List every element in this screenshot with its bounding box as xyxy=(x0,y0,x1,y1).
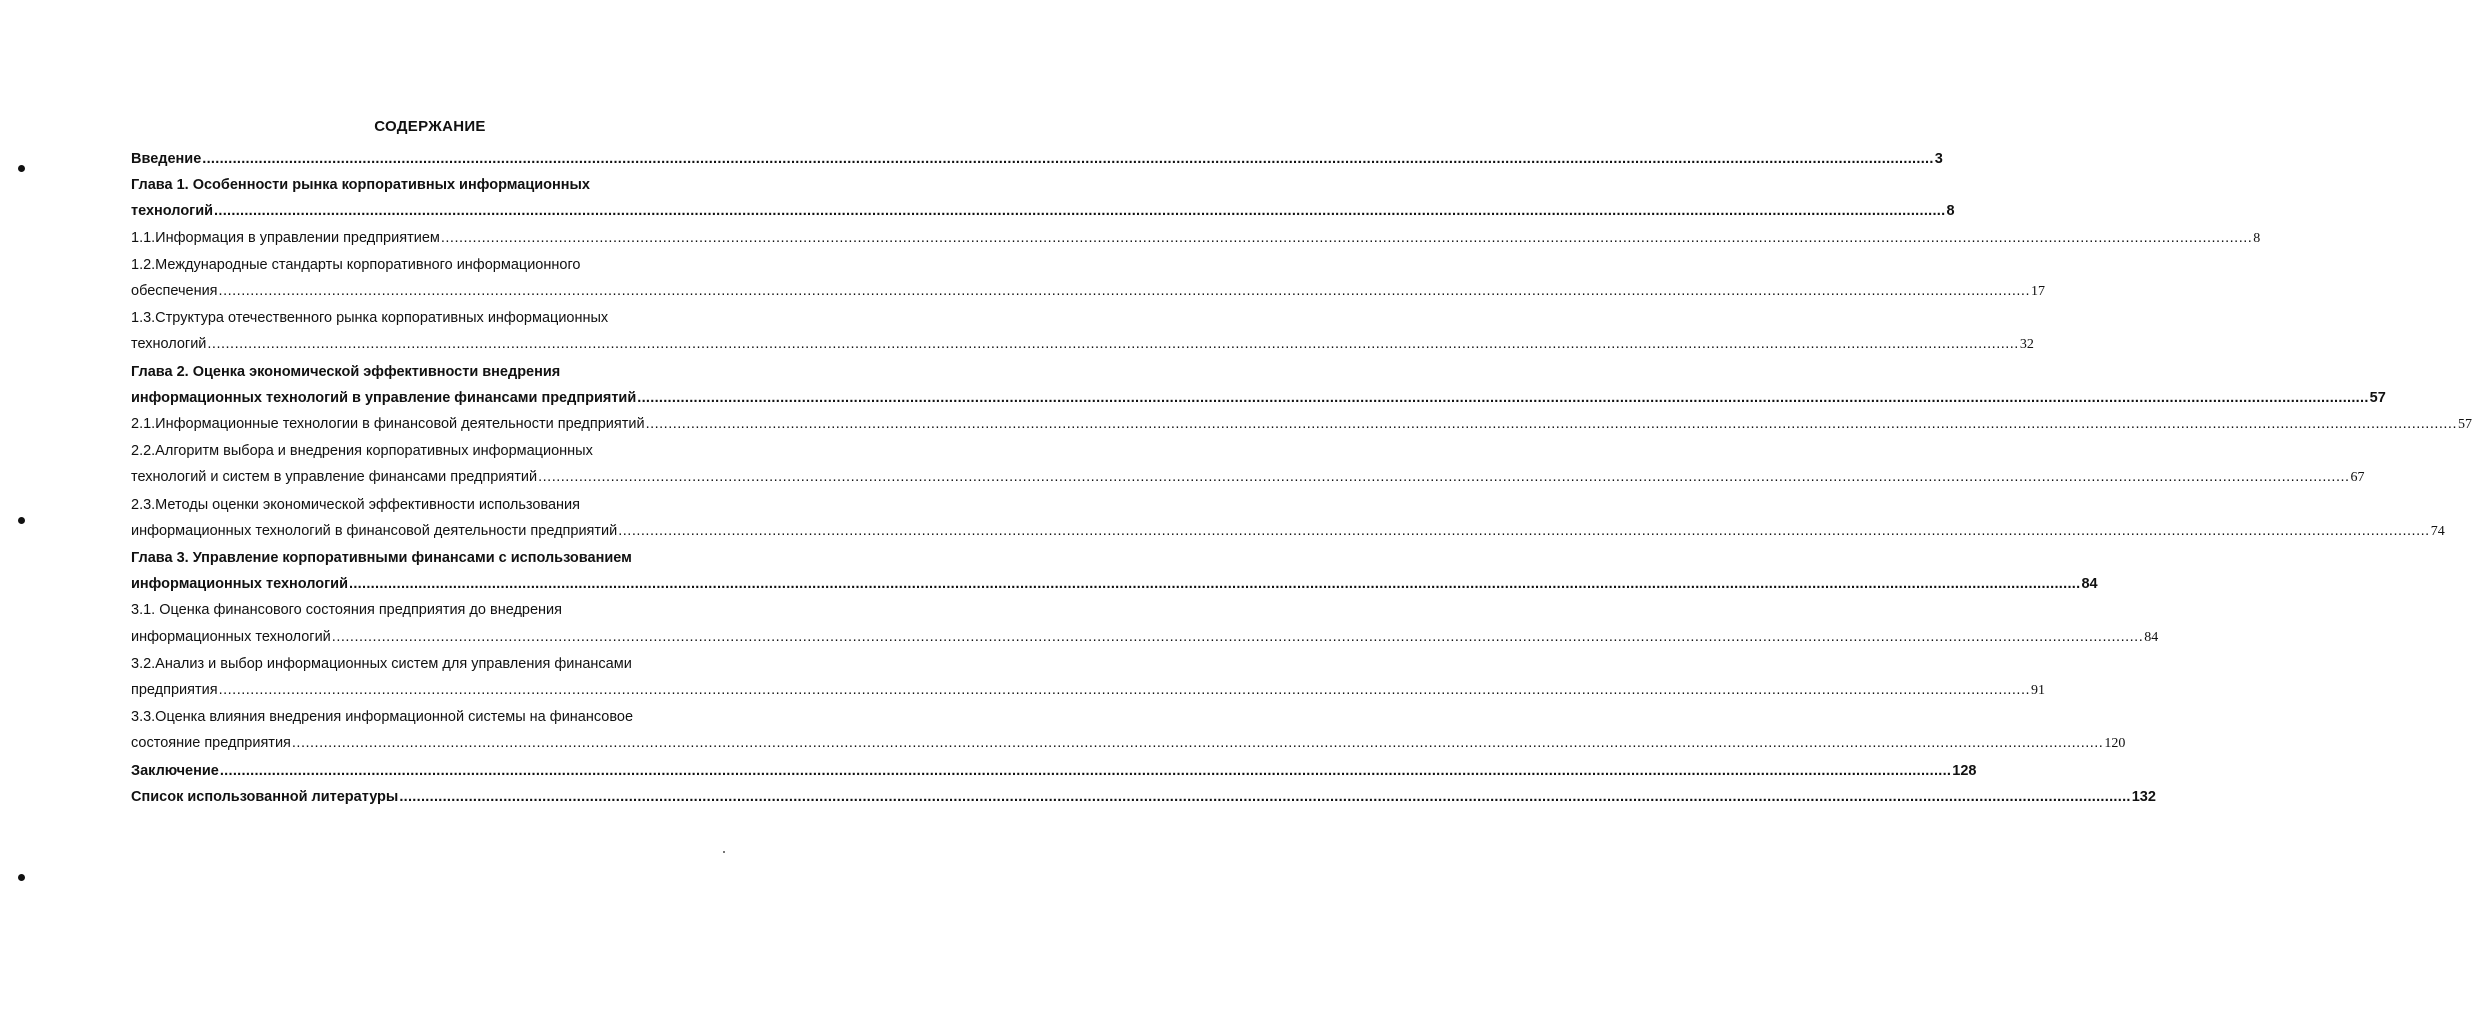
toc-entry[interactable] xyxy=(131,359,2386,411)
toc-page-number: 67 xyxy=(2350,470,2365,486)
toc-page-number: 84 xyxy=(2144,629,2159,645)
toc-entry-line-last xyxy=(131,784,2156,810)
toc-page-number: 8 xyxy=(2253,230,2261,246)
toc-page-number: 74 xyxy=(2430,523,2445,539)
toc-entry-text: 2.3.Методы оценки экономической эффективности использования xyxy=(131,496,581,513)
toc-entry-text: обеспечения xyxy=(131,283,218,300)
toc-entry-line xyxy=(131,305,731,331)
dot-leader: ................................................................................................................................................................................................................................................................................................................................................................................................................ xyxy=(349,576,2081,593)
dot-leader: ................................................................................................................................................................................................................................................................................................................................................................................................................ xyxy=(618,522,2430,539)
toc-entry-text: технологий xyxy=(131,336,207,353)
toc-entry[interactable] xyxy=(131,545,2098,597)
toc-entry-text: информационных технологий в финансовой деятельности предприятий xyxy=(131,522,618,539)
toc-entry-line-last xyxy=(131,331,2034,358)
toc-entry[interactable] xyxy=(131,492,2445,545)
toc-entry-line xyxy=(131,438,731,464)
toc-entry-text: 1.3.Структура отечественного рынка корпоративных информационных xyxy=(131,310,609,327)
toc-entry-line xyxy=(131,597,731,623)
toc-entry-line-last xyxy=(131,677,2046,704)
page-title: СОДЕРЖАНИЕ xyxy=(374,118,486,135)
toc-entry-line-last xyxy=(131,464,2365,491)
toc-entry-line xyxy=(131,492,731,518)
toc-entry[interactable] xyxy=(131,225,2261,252)
toc-entry-line-last xyxy=(131,385,2386,411)
toc-page-number: 57 xyxy=(2458,417,2472,433)
toc-entry-text: состояние предприятия xyxy=(131,735,291,752)
toc-entry-line xyxy=(131,359,731,385)
toc-entry-line-last xyxy=(131,624,2159,651)
toc-entry-text: 2.1.Информационные технологии в финансовой деятельности предприятий xyxy=(131,416,645,433)
toc-entry[interactable] xyxy=(131,411,2472,438)
toc-entry-text: 3.1. Оценка финансового состояния предприятия до внедрения xyxy=(131,602,562,619)
toc-page-number: 3 xyxy=(1934,151,1943,167)
dot-leader: ................................................................................................................................................................................................................................................................................................................................................................................................................ xyxy=(218,283,2030,300)
toc-page-number: 91 xyxy=(2031,683,2046,699)
toc-entry-line-last xyxy=(131,758,1977,784)
toc-entry-line-last xyxy=(131,198,1955,224)
toc-entry-line xyxy=(131,651,731,677)
toc-entry[interactable] xyxy=(131,438,2365,491)
toc-entry[interactable] xyxy=(131,305,2034,358)
toc-page-number: 120 xyxy=(2104,736,2126,752)
dot-leader: ................................................................................................................................................................................................................................................................................................................................................................................................................ xyxy=(291,735,2104,752)
toc-entry-line-last xyxy=(131,278,2045,305)
binder-hole-middle xyxy=(18,517,25,524)
toc-entry[interactable] xyxy=(131,597,2159,650)
toc-entry-line-last xyxy=(131,730,2126,757)
toc-entry-line xyxy=(131,545,731,571)
dot-leader: ................................................................................................................................................................................................................................................................................................................................................................................................................ xyxy=(538,469,2350,486)
toc-entry[interactable] xyxy=(131,146,1943,172)
dot-leader: ................................................................................................................................................................................................................................................................................................................................................................................................................ xyxy=(440,229,2253,246)
dot-leader: ................................................................................................................................................................................................................................................................................................................................................................................................................ xyxy=(637,389,2369,406)
toc-entry-text: Глава 3. Управление корпоративными финансами с использованием xyxy=(131,550,632,567)
toc-entry-line-last xyxy=(131,225,2261,252)
toc-entry-line xyxy=(131,704,731,730)
toc-entry[interactable] xyxy=(131,252,2045,305)
toc-entry-text: Глава 1. Особенности рынка корпоративных информационных xyxy=(131,177,590,194)
toc-entry-text: 3.2.Анализ и выбор информационных систем для управления финансами xyxy=(131,655,632,672)
toc-entry-text: Заключение xyxy=(131,762,219,779)
toc-entry-text: Глава 2. Оценка экономической эффективности внедрения xyxy=(131,363,561,380)
toc-entry[interactable] xyxy=(131,758,1977,784)
dot-leader: ................................................................................................................................................................................................................................................................................................................................................................................................................ xyxy=(207,336,2019,353)
table-of-contents xyxy=(131,146,2472,810)
scan-speck xyxy=(723,851,725,853)
toc-entry-text: информационных технологий xyxy=(131,576,349,593)
toc-entry-text: технологий xyxy=(131,203,214,220)
binder-hole-bottom xyxy=(18,874,25,881)
toc-page-number: 84 xyxy=(2081,576,2098,593)
toc-entry-text: информационных технологий xyxy=(131,628,331,645)
toc-entry-text: Список использованной литературы xyxy=(131,788,399,805)
dot-leader: ................................................................................................................................................................................................................................................................................................................................................................................................................ xyxy=(214,203,1946,220)
dot-leader: ................................................................................................................................................................................................................................................................................................................................................................................................................ xyxy=(219,762,1952,779)
toc-entry-text: 2.2.Алгоритм выбора и внедрения корпоративных информационных xyxy=(131,443,593,460)
toc-entry-text: 1.1.Информация в управлении предприятием xyxy=(131,229,440,246)
toc-entry-text: информационных технологий в управление финансами предприятий xyxy=(131,389,637,406)
toc-entry[interactable] xyxy=(131,704,2126,757)
toc-entry-text: предприятия xyxy=(131,682,218,699)
toc-page-number: 132 xyxy=(2131,788,2156,805)
toc-entry-text: 1.2.Международные стандарты корпоративного информационного xyxy=(131,256,581,273)
toc-page-number: 8 xyxy=(1946,203,1955,220)
toc-entry[interactable] xyxy=(131,784,2156,810)
toc-page-number: 128 xyxy=(1952,762,1977,779)
toc-entry[interactable] xyxy=(131,172,1955,224)
toc-entry-line xyxy=(131,252,731,278)
dot-leader: ................................................................................................................................................................................................................................................................................................................................................................................................................ xyxy=(399,788,2131,805)
toc-entry-text: Введение xyxy=(131,151,202,167)
dot-leader: ................................................................................................................................................................................................................................................................................................................................................................................................................ xyxy=(645,416,2457,433)
toc-page-number: 57 xyxy=(2369,389,2386,406)
dot-leader: ................................................................................................................................................................................................................................................................................................................................................................................................................ xyxy=(331,628,2144,645)
toc-entry-line-last xyxy=(131,518,2445,545)
toc-entry-line-last xyxy=(131,571,2098,597)
toc-page-number: 32 xyxy=(2019,337,2034,353)
toc-entry-line-last xyxy=(131,411,2472,438)
toc-page-number: 17 xyxy=(2030,284,2045,300)
toc-entry-line-last xyxy=(131,146,1943,172)
toc-entry[interactable] xyxy=(131,651,2046,704)
toc-entry-text: технологий и систем в управление финансами предприятий xyxy=(131,469,538,486)
dot-leader: ................................................................................................................................................................................................................................................................................................................................................................................................................ xyxy=(202,151,1934,167)
binder-hole-top xyxy=(18,165,25,172)
dot-leader: ................................................................................................................................................................................................................................................................................................................................................................................................................ xyxy=(218,682,2031,699)
toc-entry-text: 3.3.Оценка влияния внедрения информационной системы на финансовое xyxy=(131,709,634,726)
toc-entry-line xyxy=(131,172,731,198)
